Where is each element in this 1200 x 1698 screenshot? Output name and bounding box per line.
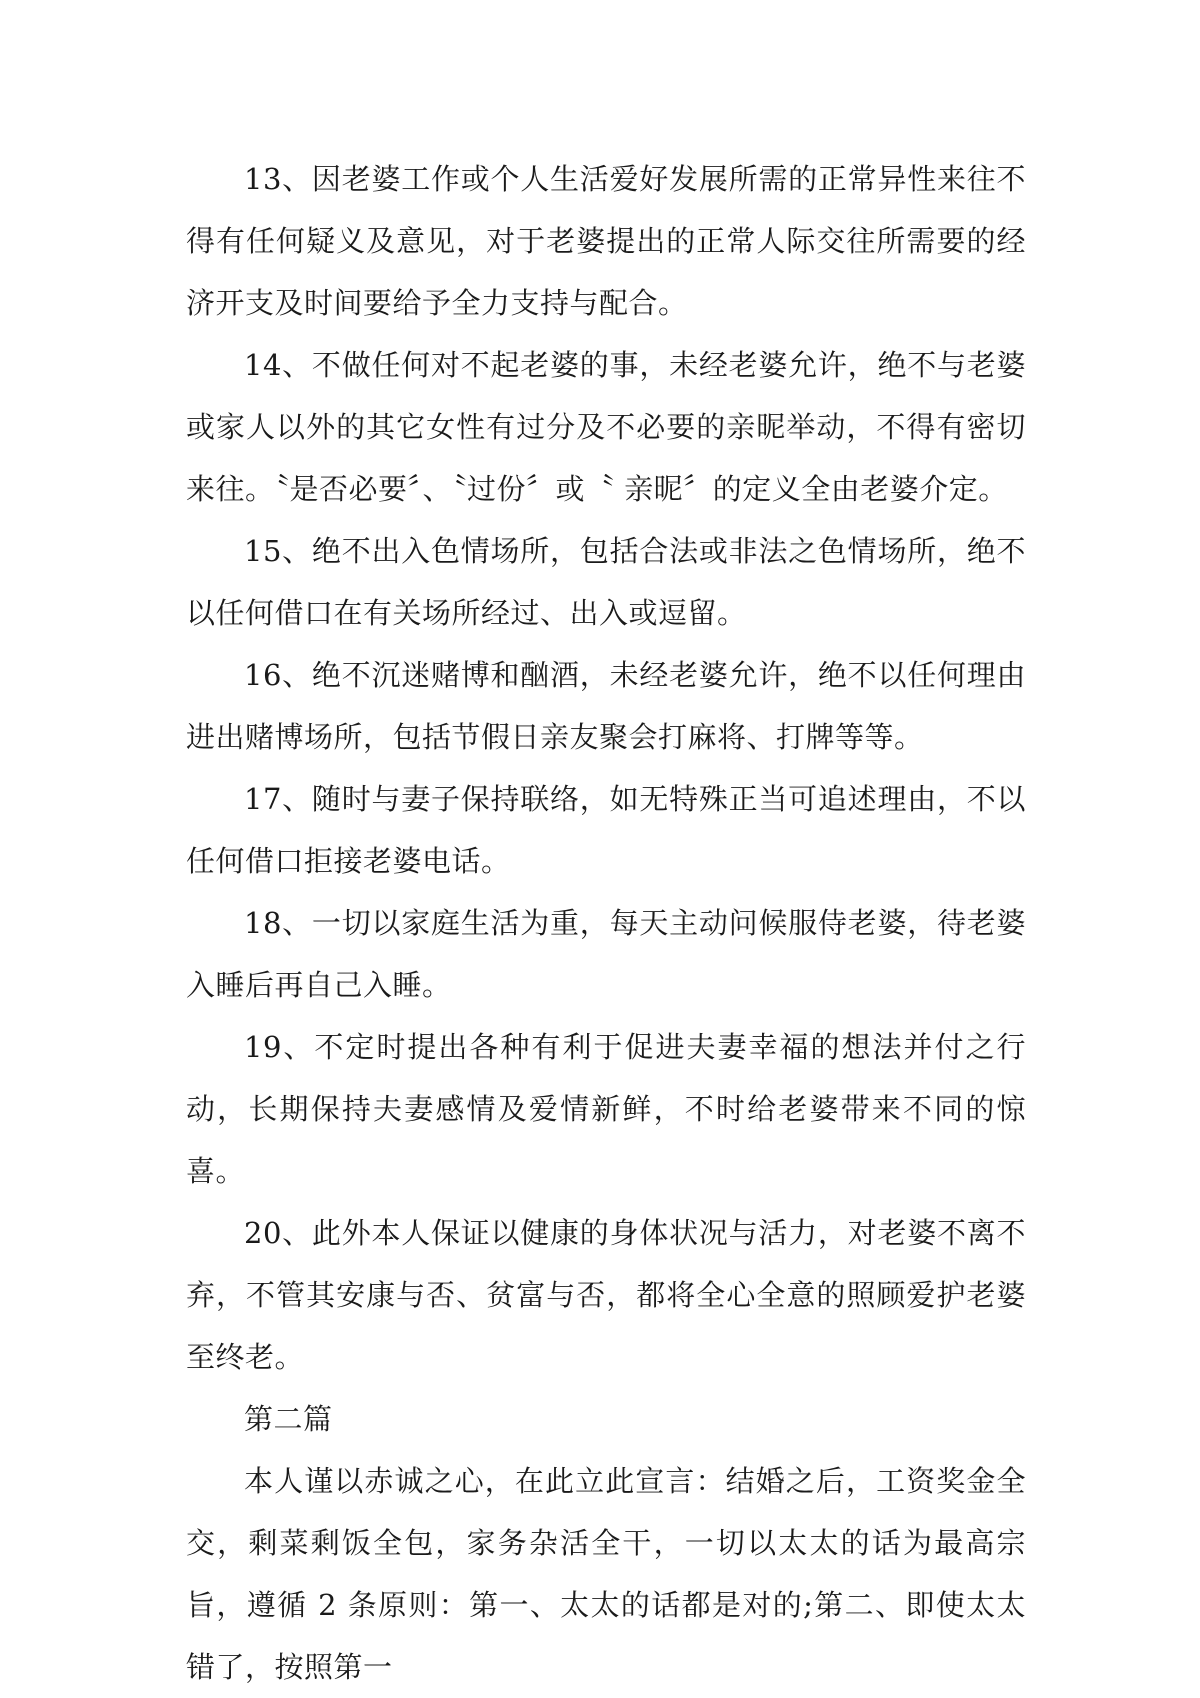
paragraph-19: 19、不定时提出各种有利于促进夫妻幸福的想法并付之行动，长期保持夫妻感情及爱情新鲜，不时给老婆带来不同的惊喜。: [186, 1030, 1026, 1188]
section-heading: 第二篇: [244, 1402, 333, 1436]
paragraph-17: 17、随时与妻子保持联络，如无特殊正当可追述理由，不以任何借口拒接老婆电话。: [186, 782, 1026, 878]
closing-paragraph: 本人谨以赤诚之心，在此立此宣言：结婚之后，工资奖金全交，剩菜剩饭全包，家务杂活全干，一切以太太的话为最高宗旨，遵循 2 条原则：第一、太太的话都是对的;第二、即使太太错了，按照第一: [186, 1464, 1026, 1684]
paragraph-15: 15、绝不出入色情场所，包括合法或非法之色情场所，绝不以任何借口在有关场所经过、出入或逗留。: [186, 534, 1026, 630]
document-body: [186, 148, 1026, 1698]
paragraph-14: 14、不做任何对不起老婆的事，未经老婆允许，绝不与老婆或家人以外的其它女性有过分及不必要的亲昵举动，不得有密切来往。〝是否必要〞、〝过份〞或〝 亲昵〞的定义全由老婆介定。: [186, 348, 1026, 506]
paragraph-20: 20、此外本人保证以健康的身体状况与活力，对老婆不离不弃，不管其安康与否、贫富与否，都将全心全意的照顾爱护老婆至终老。: [186, 1216, 1026, 1374]
paragraph-16: 16、绝不沉迷赌博和酗酒，未经老婆允许，绝不以任何理由进出赌博场所，包括节假日亲友聚会打麻将、打牌等等。: [186, 658, 1026, 754]
paragraph-13: 13、因老婆工作或个人生活爱好发展所需的正常异性来往不得有任何疑义及意见，对于老婆提出的正常人际交往所需要的经济开支及时间要给予全力支持与配合。: [186, 162, 1026, 320]
paragraph-18: 18、一切以家庭生活为重，每天主动问候服侍老婆，待老婆入睡后再自己入睡。: [186, 906, 1026, 1002]
